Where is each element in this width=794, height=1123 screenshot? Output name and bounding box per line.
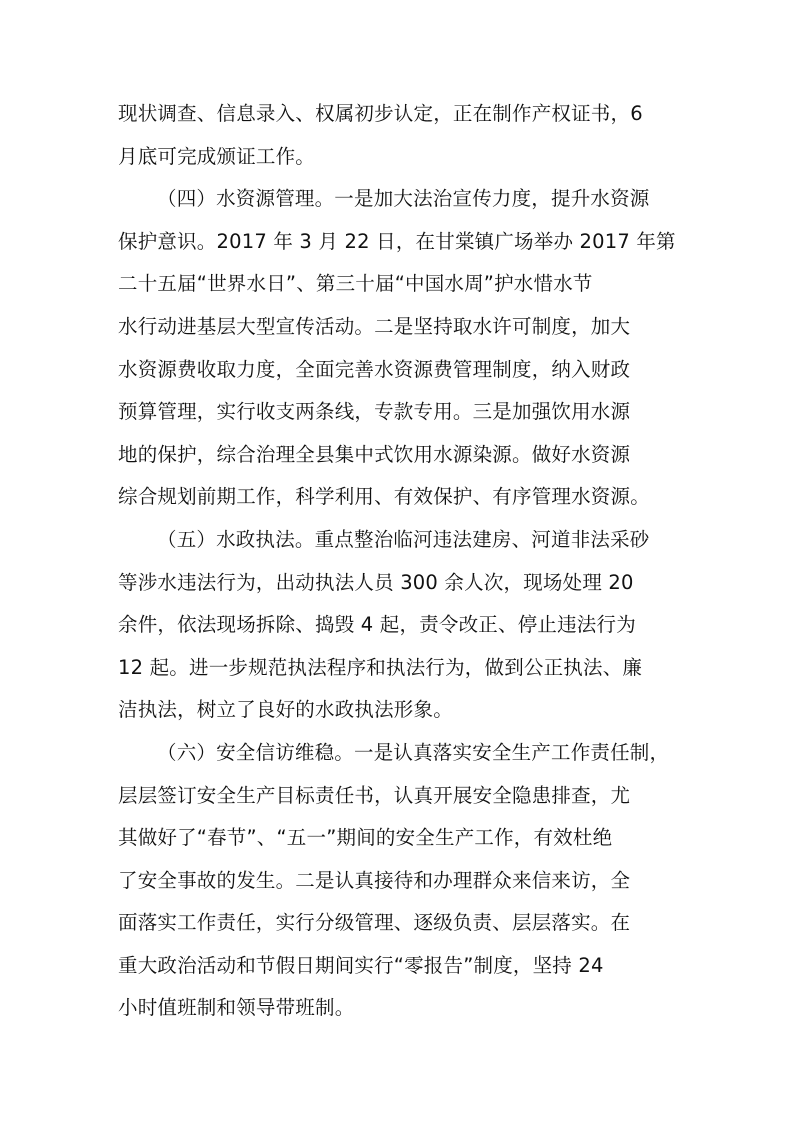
text-line: 重大政治活动和节假日期间实行“零报告”制度，坚持 24 <box>118 953 604 977</box>
text-line: 其做好了“春节”、“五一”期间的安全生产工作，有效杜绝 <box>118 826 613 850</box>
text-line: 现状调查、信息录入、权属初步认定，正在制作产权证书，6 <box>118 102 643 125</box>
text-line: 保护意识。2017 年 3 月 22 日，在甘棠镇广场举办 2017 年第 <box>118 229 676 253</box>
text-line: 水行动进基层大型宣传活动。二是坚持取水许可制度，加大 <box>118 314 631 338</box>
text-line: 12 起。进一步规范执法程序和执法行为，做到公正执法、廉 <box>118 655 643 679</box>
text-line: 月底可完成颁证工作。 <box>118 144 316 168</box>
text-line: 水资源费收取力度，全面完善水资源费管理制度，纳入财政 <box>118 357 631 381</box>
document-body <box>118 93 698 1030</box>
text-line: 预算管理，实行收支两条线，专款专用。三是加强饮用水源 <box>118 400 631 424</box>
text-line: 地的保护，综合治理全县集中式饮用水源染源。做好水资源 <box>118 442 631 466</box>
text-line: 等涉水违法行为，出动执法人员 300 余人次，现场处理 20 <box>118 570 634 594</box>
section-heading-line: （六）安全信访维稳。一是认真落实安全生产工作责任制， <box>157 740 670 764</box>
text-line: 小时值班制和领导带班制。 <box>118 996 355 1020</box>
text-line: 层层签订安全生产目标责任书，认真开展安全隐患排查，尤 <box>118 783 631 807</box>
text-line: 综合规划前期工作，科学利用、有效保护、有序管理水资源。 <box>118 485 650 509</box>
section-heading-line: （四）水资源管理。一是加大法治宣传力度，提升水资源 <box>157 187 650 211</box>
text-line: 了安全事故的发生。二是认真接待和办理群众来信来访，全 <box>118 868 631 892</box>
text-line: 面落实工作责任，实行分级管理、逐级负责、层层落实。在 <box>118 911 631 935</box>
text-line: 二十五届“世界水日”、第三十届“中国水周”护水惜水节 <box>118 272 593 296</box>
text-line: 余件，依法现场拆除、捣毁 4 起，责令改正、停止违法行为 <box>118 613 636 637</box>
section-heading-line: （五）水政执法。重点整治临河违法建房、河道非法采砂 <box>157 527 650 551</box>
text-line: 洁执法，树立了良好的水政执法形象。 <box>118 698 453 722</box>
